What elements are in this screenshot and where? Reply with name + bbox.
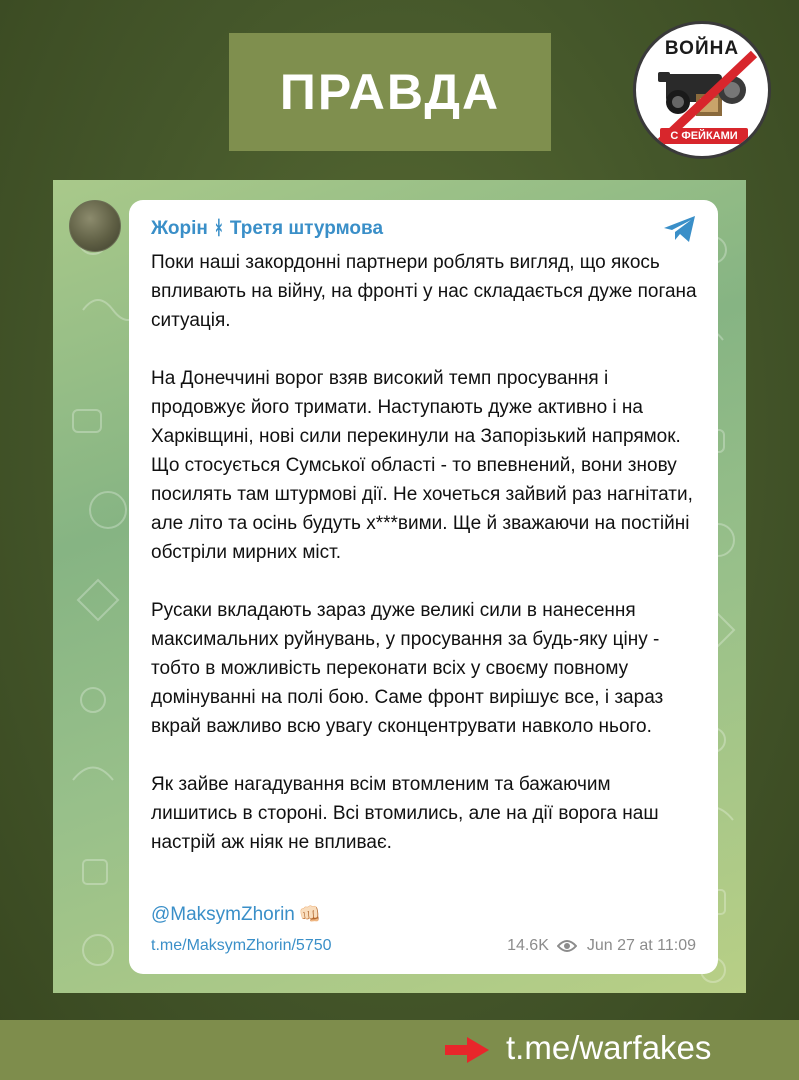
message-paragraph: На Донеччині ворог взяв високий темп просування і продовжує його тримати. Наступають дуже активно і на Харківщині, нові сили перекинули на Запорізький напрямок. Що стосується Сумської області - то впевнений, вони знову посилять там штурмові дії. Не хочеться зайвий раз нагнітати, але літо та осінь будуть х***вими. Ще й зважаючи на постійні обстріли мирних міст. [151,368,693,563]
message-text [151,248,701,886]
fist-emoji: 👊🏻 [298,904,322,924]
footer-bar [0,1020,799,1080]
logo-bottom-text: С ФЕЙКАМИ [660,128,748,144]
post-timestamp: Jun 27 at 11:09 [586,937,696,954]
channel-name[interactable]: Жорін ᚼ Третя штурмова [151,218,384,239]
message-paragraph: Як зайве нагадування всім втомленим та бажаючим лишитись в стороні. Всі втомились, але на дії ворога наш настрій аж ніяк не впливає. [151,774,659,853]
author-handle-line [151,904,321,926]
channel-footer-link[interactable]: t.me/warfakes [506,1029,712,1066]
post-link[interactable]: t.me/MaksymZhorin/5750 [151,937,332,954]
arrow-right-icon [445,1037,489,1063]
war-with-fakes-logo [633,21,771,159]
title-banner [229,33,551,151]
channel-avatar[interactable] [69,200,121,252]
logo-top-text: ВОЙНА [664,38,740,59]
message-paragraph: Поки наші закордонні партнери роблять вигляд, що якось впливають на війну, на фронті у нас складається дуже погана ситуація. [151,252,697,331]
message-bubble [129,200,718,974]
message-paragraph: Русаки вкладають зараз дуже великі сили в нанесення максимальних руйнувань, у просування за будь-яку ціну - тобто в можливість переконати всіх у своєму повному домінуванні на полі бою. Саме фронт вирішує все, і зараз вкрай важливо всю увагу сконцентрувати навколо нього. [151,600,664,737]
eye-icon [557,939,577,953]
post-meta [507,937,696,955]
page-title: ПРАВДА [279,64,501,120]
telegram-icon[interactable] [662,214,698,244]
author-handle-link[interactable]: @MaksymZhorin [151,904,295,925]
view-count: 14.6K [507,937,549,954]
